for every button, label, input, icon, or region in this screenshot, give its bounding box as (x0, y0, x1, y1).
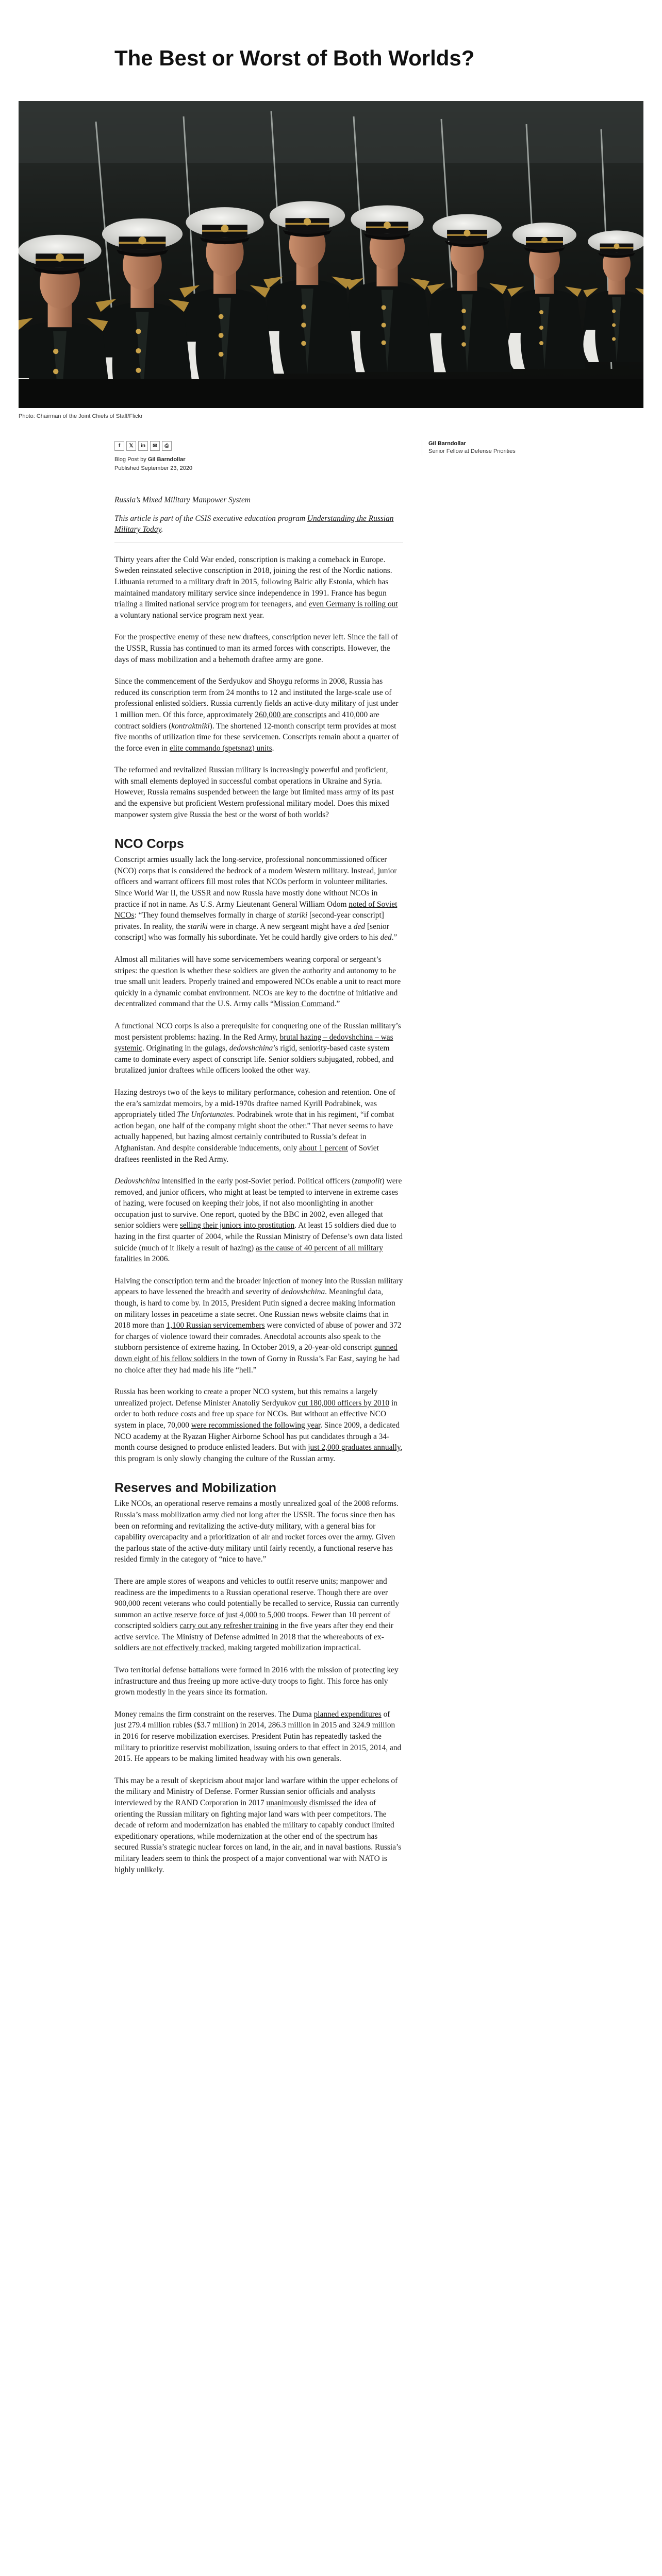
series-title: Russia’s Mixed Military Manpower System (114, 496, 251, 504)
inline-link[interactable]: carry out any refresher training (179, 1621, 278, 1631)
print-button[interactable] (162, 441, 172, 451)
twitter-share-button[interactable] (126, 441, 136, 451)
inline-link[interactable]: active reserve force of just 4,000 to 5,000 (153, 1610, 286, 1619)
paragraph: Almost all militaries will have some servicemembers wearing corporal or sergeant’s stripes: the question is whether these soldiers are given the authority and autonomy to be true small unit leaders. Properly trained and empowered NCOs enable a unit to react more quickly in a dynamic combat environment. NCOs are key to the doctrine of initiative and decentralized command that the U.S. Army calls “Mission Command.” (114, 955, 401, 1009)
title-block (114, 45, 517, 71)
byline (114, 455, 192, 464)
inline-link[interactable]: cut 180,000 officers by 2010 (298, 1398, 390, 1408)
paragraph: Two territorial defense battalions were formed in 2016 with the mission of protecting key infrastructure and thus freeing up more active-duty troops to fight. This force has only grown modestly in the years since its formation. (114, 1666, 399, 1697)
inline-link[interactable]: noted of Soviet NCOs (114, 900, 398, 920)
share-toolbar (114, 441, 172, 451)
inline-link[interactable]: as the cause of 40 percent of all military fatalities (114, 1243, 383, 1264)
paragraph: This may be a result of skepticism about major land warfare within the upper echelons of the military and Ministry of Defense. Former Russian senior officials and analysts interviewed by the RAND Corporation in 2017 unanimously dismissed the idea of orienting the Russian military on fighting major land wars with peer competitors. The decade of reform and modernization has enabled the military to capably conduct limited expeditionary operations, while modernization at the other end of the spectrum has secured Russia’s strategic nuclear forces on land, in the air, and in naval bastions. Russia’s military leaders seem to think the prospect of a major conventional war with NATO is highly unlikely. (114, 1776, 402, 1874)
photo-caption: Photo: Chairman of the Joint Chiefs of Staff/Flickr (19, 413, 143, 419)
author-role: Senior Fellow at Defense Priorities (428, 448, 516, 454)
section-heading: NCO Corps (114, 837, 184, 852)
paragraph: Dedovshchina intensified in the early post-Soviet period. Political officers (zampolit) were removed, and junior officers, who might at least be tempted to intervene in extreme cases of hazing, were focused on keeping their jobs, if not also moonlighting in another occupation just to survive. One report, quoted by the BBC in 2002, even alleged that senior soldiers were selling their juniors into prostitution. At least 15 soldiers died due to hazing in the first quarter of 2004, while the Russian Ministry of Defense’s own data listed suicide (much of it likely a result of hazing) as the cause of 40 percent of all military fatalities in 2006. (114, 1177, 403, 1264)
inline-link[interactable]: unanimously dismissed (266, 1799, 341, 1807)
paragraph: Since the commencement of the Serdyukov and Shoygu reforms in 2008, Russia has reduced its conscription term from 24 months to 12 and instituted the large-scale use of professional enlisted soldiers. Russia currently fields an active-duty military of just under 1 million men. Of this force, approximately 260,000 are conscripts and 410,000 are contract soldiers (kontraktniki). The shortened 12-month conscript term provides at most five months of utilization time for these servicemen. Conscripts remain about a quarter of the force even in elite commando (spetsnaz) units. (114, 677, 399, 753)
paragraph: Thirty years after the Cold War ended, conscription is making a comeback in Europe. Sweden reinstated selective conscription in 2018, joining the rest of the Nordic nations. Lithuania returned to a military draft in 2015, following Baltic ally Estonia, which has maintained mandatory military service since independence in 1991. France has begun trialing a limited national service program for teenagers, and even Germany is rolling out a voluntary national service program next year. (114, 555, 398, 620)
email-icon: ✉ (153, 443, 157, 449)
section-heading: Reserves and Mobilization (114, 1481, 276, 1496)
inline-link[interactable]: planned expenditures (313, 1709, 382, 1719)
inline-link[interactable]: brutal hazing – dedovshchina – was systemic (114, 1032, 393, 1053)
email-share-button[interactable] (150, 441, 160, 451)
print-icon: ⎙ (164, 443, 169, 449)
soldiers-parade-image (19, 101, 643, 408)
inline-link[interactable]: even Germany is rolling out (308, 600, 398, 609)
hero-photo (19, 101, 643, 408)
inline-link[interactable]: elite commando (spetsnaz) units (169, 743, 272, 753)
paragraph: The reformed and revitalized Russian military is increasingly powerful and proficient, with small elements deployed in successful combat operations in Ukraine and Syria. However, Russia remains suspended between the large but limited mass army of its past and the expensive but proficient Western professional military model. Does this mixed manpower system give Russia the best or the worst of both worlds? (114, 766, 394, 819)
inline-link[interactable]: were recommissioned the following year (191, 1420, 321, 1430)
twitter-icon: 𝕏 (129, 443, 134, 449)
byline-prefix: Blog Post by (114, 456, 148, 463)
inline-link[interactable]: gunned down eight of his fellow soldiers (114, 1343, 398, 1363)
facebook-icon: f (118, 443, 121, 449)
inline-link[interactable]: 1,100 Russian servicemembers (166, 1321, 265, 1330)
inline-link[interactable]: 260,000 are conscripts (255, 710, 327, 719)
paragraph: Russia has been working to create a proper NCO system, but this remains a largely unrealized project. Defense Minister Anatoliy Serdyukov cut 180,000 officers by 2010 in order to both reduce costs and free up space for NCOs. But without an effective NCO system in place, 70,000 were recommissioned the following year. Since 2009, a dedicated NCO academy at the Ryazan Higher Airborne School has put candidates through a 34-month course designed to produce enlisted leaders. But with just 2,000 graduates annually, this program is only slowly changing the culture of the Russian army. (114, 1387, 403, 1463)
inline-link[interactable]: Mission Command (274, 999, 335, 1009)
linkedin-icon: in (141, 443, 145, 449)
inline-link[interactable]: about 1 percent (299, 1143, 349, 1153)
inline-link[interactable]: are not effectively tracked (141, 1643, 224, 1653)
paragraph: Money remains the firm constraint on the reserves. The Duma planned expenditures of just 279.4 million rubles ($3.7 million) in 2014, 286.3 million in 2015 and 324.9 million in 2016 for reserve mobilization exercises. President Putin has repeatedly tasked the military to prioritize reservist mobilization, issuing orders to that effect in 2015, 2014, and 2015. He appears to be making limited headway with his own generals. (114, 1709, 402, 1764)
paragraph: Halving the conscription term and the broader injection of money into the Russian military appears to have lessened the breadth and severity of dedovshchina. Meaningful data, though, is hard to come by. In 2015, President Putin signed a decree making information on military losses in peacetime a state secret. One Russian news website claims that in 2018 more than 1,100 Russian servicemembers were convicted of abuse of power and 372 for charges of violence toward their comrades. Anecdotal accounts also speak to the stubborn persistence of extreme hazing. In October 2019, a 20-year-old conscript gunned down eight of his fellow soldiers in the town of Gorny in Russia’s Far East, saying he had no choice after they had made his life “hell.” (114, 1276, 403, 1375)
paragraph: For the prospective enemy of these new draftees, conscription never left. Since the fall of the USSR, Russia has continued to man its armed forces with conscripts. However, the days of mass mobilization and a behemoth draftee army are gone. (114, 633, 398, 664)
facebook-share-button[interactable] (114, 441, 124, 451)
byline-author-link[interactable]: Gil Barndollar (147, 456, 186, 463)
post-meta (114, 455, 192, 473)
author-card[interactable] (422, 440, 521, 455)
paragraph: Like NCOs, an operational reserve remains a mostly unrealized goal of the 2008 reforms. Russia’s mass mobilization army died not long after the USSR. The focus since then has been on reforming and revitalizing the active-duty military, with a general bias for capability overcapacity and a prioritization of air and rocket forces over the army. Given the parlous state of the active-duty military until fairly recently, a functional reserve has resided firmly in the category of “nice to have.” (114, 1499, 399, 1564)
paragraph: Conscript armies usually lack the long-service, professional noncommissioned officer (NCO) corps that is considered the bedrock of a modern Western military. Instead, junior officers and warrant officers fill most roles that NCOs perform in volunteer militaries. Since World War II, the USSR and now Russia have mostly done without NCOs in practice if not in name. As U.S. Army Lieutenant General William Odom noted of Soviet NCOs: “They found themselves formally in charge of stariki [second-year conscript] privates. In reality, the stariki were in charge. A new sergeant might have a ded [senior conscript] who was formally his subordinate. Yet he could hardly give orders to his ded.” (114, 855, 398, 942)
article-body (114, 495, 403, 1886)
paragraph: Hazing destroys two of the keys to military performance, cohesion and retention. One of the era’s samizdat memoirs, by a mid-1970s draftee named Kyrill Podrabinek, was appropriately titled The Unfortunates. Podrabinek wrote that in his regiment, “if combat action began, one half of the company might shoot the other.” That never seems to have actually happened, but hazing almost certainly contributed to Russia’s defeat in Afghanistan. And despite considerable inducements, only about 1 percent of Soviet draftees reenlisted in the Red Army. (114, 1088, 395, 1164)
publish-date: Published September 23, 2020 (114, 465, 193, 471)
series-note: This article is part of the CSIS executive education program Understanding the Russian Military Today. (114, 514, 394, 534)
series-link[interactable]: Understanding the Russian Military Today (114, 514, 394, 534)
article-title: The Best or Worst of Both Worlds? (114, 46, 475, 70)
inline-link[interactable]: selling their juniors into prostitution (179, 1221, 295, 1230)
paragraph: There are ample stores of weapons and vehicles to outfit reserve units; manpower and readiness are the impediments to a Russian operational reserve. Though there are over 900,000 recent veterans who could potentially be recalled to service, Russia can currently summon an active reserve force of just 4,000 to 5,000 troops. Fewer than 10 percent of conscripted soldiers carry out any refresher training in the five years after they end their active service. The Ministry of Defense admitted in 2018 that the whereabouts of ex-soldiers are not effectively tracked, making targeted mobilization impractical. (114, 1577, 400, 1653)
paragraph: A functional NCO corps is also a prerequisite for conquering one of the Russian military’s most persistent problems: hazing. In the Red Army, brutal hazing – dedovshchina – was systemic. Originating in the gulags, dedovshchina’s rigid, seniority-based caste system came to dominate every aspect of conscript life. Senior soldiers subjugated, robbed, and brutalized junior draftees while officers looked the other way. (114, 1021, 401, 1075)
linkedin-share-button[interactable] (138, 441, 148, 451)
author-name[interactable]: Gil Barndollar (428, 440, 466, 447)
inline-link[interactable]: just 2,000 graduates annually (308, 1443, 401, 1452)
